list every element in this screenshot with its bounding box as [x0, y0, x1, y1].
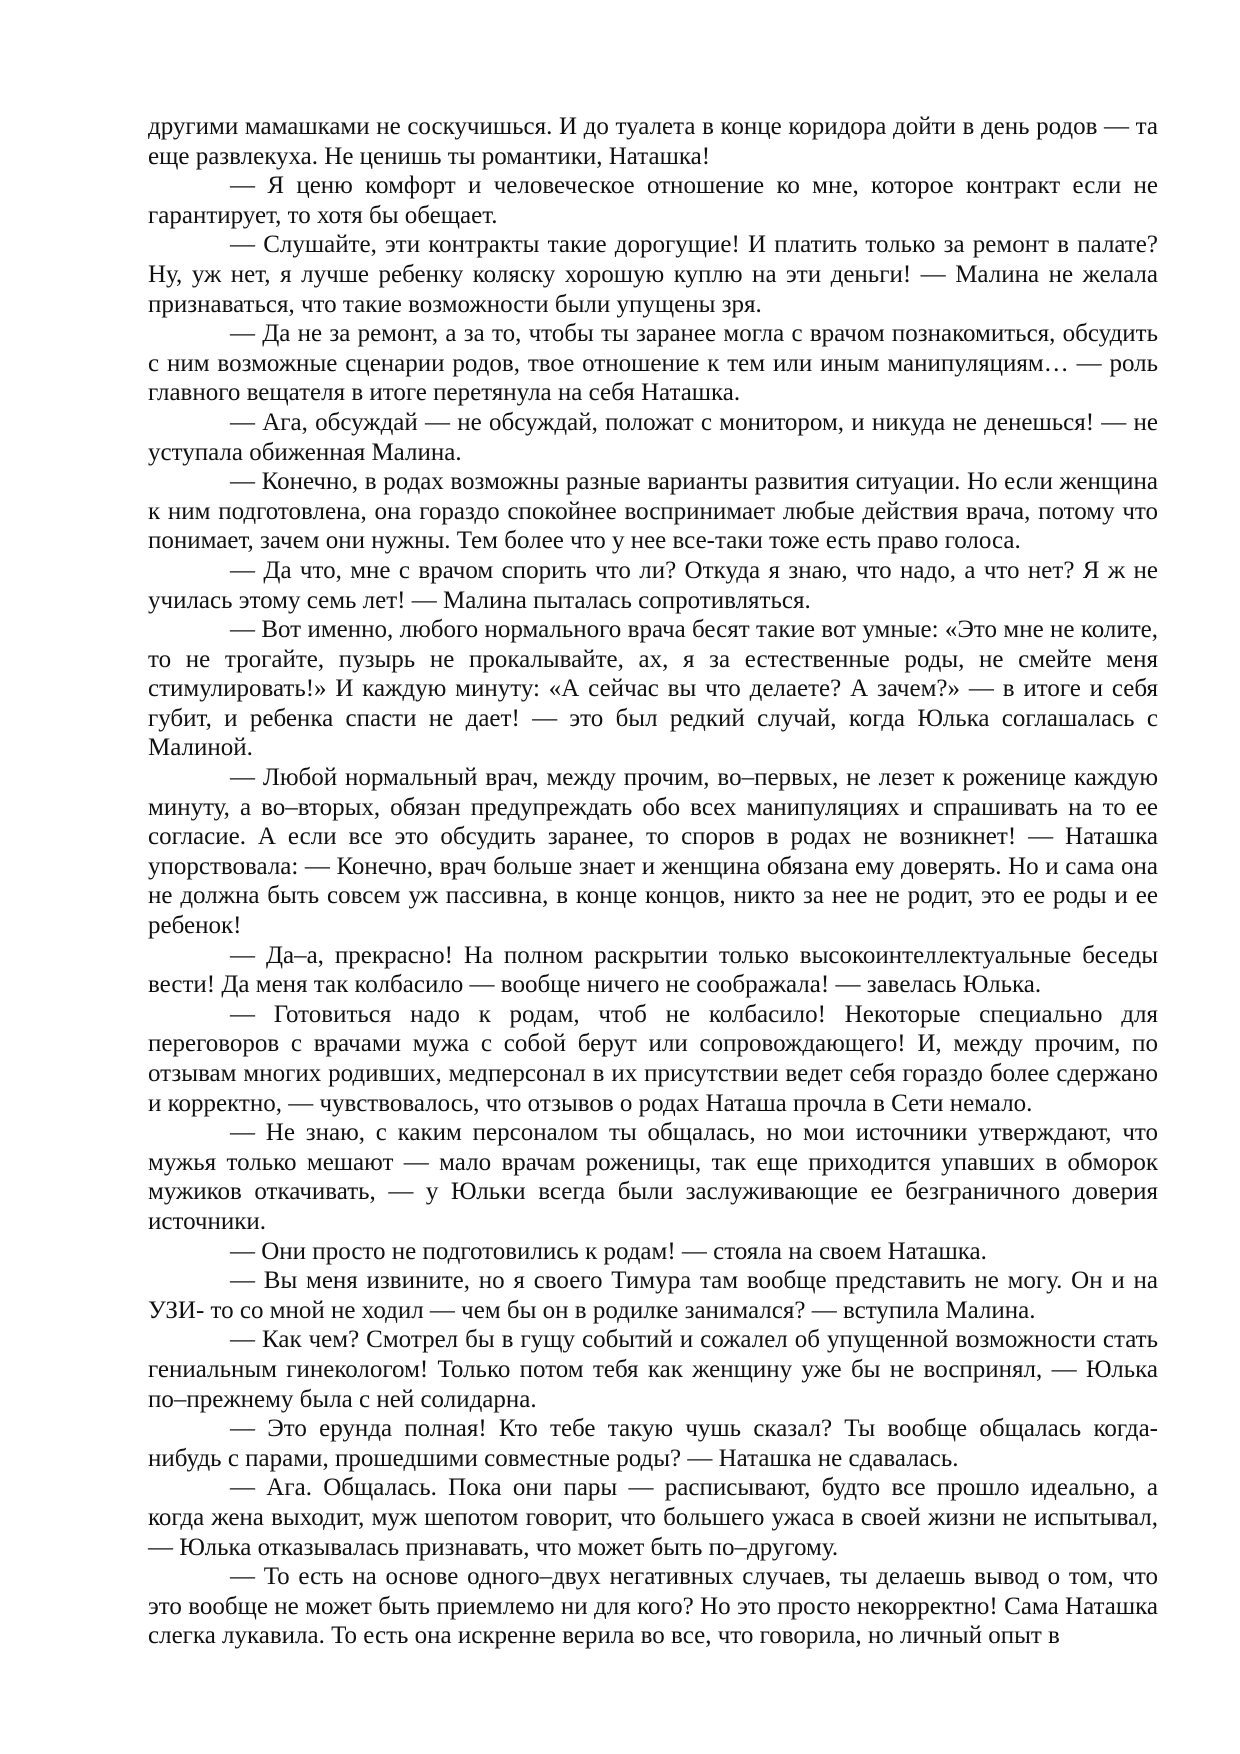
paragraph: — Вы меня извините, но я своего Тимура там вообще представить не могу. Он и на УЗИ‑ то со мной не ходил — чем бы он в родилке занимался? — вступила Малина. [148, 1267, 1158, 1324]
paragraph: — Да что, мне с врачом спорить что ли? Откуда я знаю, что надо, а что нет? Я ж не училась этому семь лет! — Малина пыталась сопротивляться. [148, 556, 1158, 614]
paragraph: — То есть на основе одного–двух негативных случаев, ты делаешь вывод о том, что это вообще не может быть приемлемо ни для кого? Но это просто некорректно! Сама Наташка слегка лукавила. То есть она искренне верила во все, что говорила, но личный опыт в [148, 1563, 1158, 1650]
paragraph: — Ага. Общалась. Пока они пары — расписывают, будто все прошло идеально, а когда жена выходит, муж шепотом говорит, что большего ужаса в своей жизни не испытывал, — Юлька отказывалась признавать, что может быть по–другому. [148, 1474, 1158, 1561]
paragraph: другими мамашками не соскучишься. И до туалета в конце коридора дойти в день родов — та еще развлекуха. Не ценишь ты романтики, Наташка! [148, 113, 1158, 170]
paragraph: — Не знаю, с каким персоналом ты общалась, но мои источники утверждают, что мужья только мешают — мало врачам роженицы, так еще приходится упавших в обморок мужиков откачивать, — у Юльки всегда были заслуживающие ее безграничного доверия источники. [148, 1119, 1158, 1235]
paragraph: — Как чем? Смотрел бы в гущу событий и сожалел об упущенной возможности стать гениальным гинекологом! Только потом тебя как женщину уже бы не воспринял, — Юлька по–прежнему была с ней солидарна. [148, 1326, 1158, 1413]
paragraph: — Они просто не подготовились к родам! — стояла на своем Наташка. [230, 1237, 987, 1265]
paragraph: — Слушайте, эти контракты такие дорогущие! И платить только за ремонт в палате? Ну, уж нет, я лучше ребенку коляску хорошую куплю на эти деньги! — Малина не желала признаваться, что такие возможности были упущены зря. [148, 231, 1158, 318]
paragraph: — Да не за ремонт, а за то, чтобы ты заранее могла с врачом познакомиться, обсудить с ним возможные сценарии родов, твое отношение к тем или иным манипуляциям… — роль главного вещателя в итоге перетянула на себя Наташка. [148, 320, 1158, 407]
paragraph: — Это ерунда полная! Кто тебе такую чушь сказал? Ты вообще общалась когда‑ нибудь с парами, прошедшими совместные роды? — Наташка не сдавалась. [148, 1415, 1158, 1472]
paragraph: — Готовиться надо к родам, чтоб не колбасило! Некоторые специально для переговоров с врачами мужа с собой берут или сопровождающего! И, между прочим, по отзывам многих родивших, медперсонал в их присутствии ведет себя гораздо более сдержано и корректно, — чувствовалось, что отзывов о родах Наташа прочла в Сети немало. [148, 1000, 1158, 1117]
document-text [148, 112, 1158, 1651]
paragraph: — Вот именно, любого нормального врача бесят такие вот умные: «Это мне не колите, то не трогайте, пузырь не прокалывайте, ах, я за естественные роды, не смейте меня стимулировать!» И каждую минуту: «А сейчас вы что делаете? А зачем?» — в итоге и себя губит, и ребенка спасти не дает! — это был редкий случай, когда Юлька соглашалась с Малиной. [148, 616, 1158, 762]
paragraph: — Да–а, прекрасно! На полном раскрытии только высокоинтеллектуальные беседы вести! Да меня так колбасило — вообще ничего не соображала! — завелась Юлька. [148, 941, 1158, 999]
paragraph: — Конечно, в родах возможны разные варианты развития ситуации. Но если женщина к ним подготовлена, она гораздо спокойнее воспринимает любые действия врача, потому что понимает, зачем они нужны. Тем более что у нее все-таки тоже есть право голоса. [148, 468, 1158, 555]
paragraph: — Любой нормальный врач, между прочим, во–первых, не лезет к роженице каждую минуту, а во–вторых, обязан предупреждать обо всех манипуляциях и спрашивать на то ее согласие. А если все это обсудить заранее, то споров в родах не возникнет! — Наташка упорствовала: — Конечно, врач больше знает и женщина обязана ему доверять. Но и сама она не должна быть совсем уж пассивна, в конце концов, никто за нее не родит, это ее роды и ее ребенок! [148, 764, 1158, 940]
paragraph: — Я ценю комфорт и человеческое отношение ко мне, которое контракт если не гарантирует, то хотя бы обещает. [148, 172, 1158, 229]
paragraph: — Ага, обсуждай — не обсуждай, положат с монитором, и никуда не денешься! — не уступала обиженная Малина. [148, 408, 1158, 466]
